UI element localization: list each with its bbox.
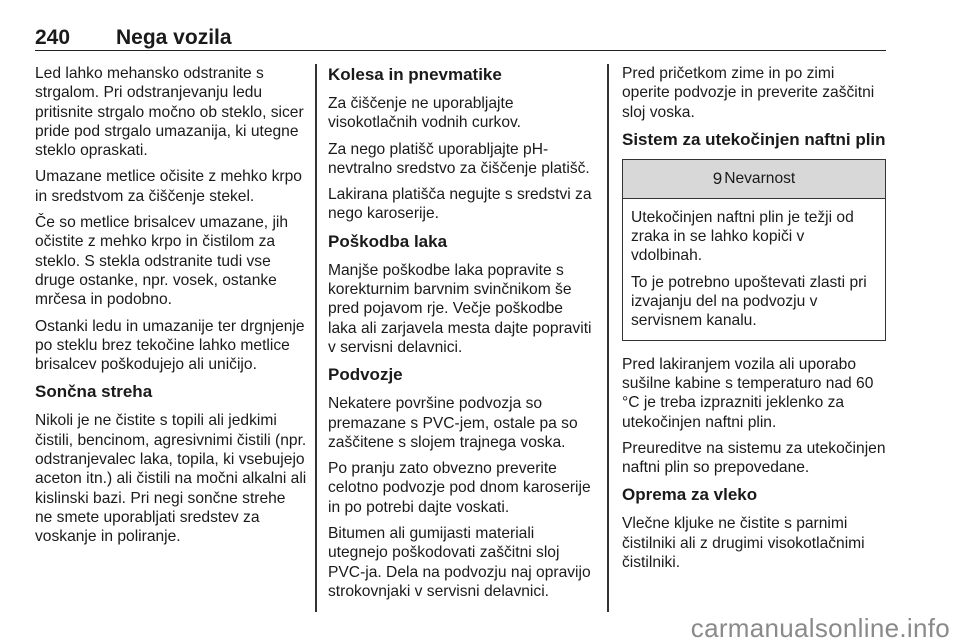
paragraph: Za nego platišč uporabljajte pH-nevtralno sredstvo za čiščenje platišč. <box>328 140 590 177</box>
warning-title: Nevarnost <box>724 170 796 188</box>
paragraph: Ostanki ledu in umazanije ter drgnjenje po steklu brez tekočine lahko metlice brisalcev poškodujejo ali uničijo. <box>35 317 305 374</box>
page-number: 240 <box>35 26 71 49</box>
paragraph: Pred pričetkom zime in po zimi operite podvozje in preverite zaščitni sloj voska. <box>622 65 875 121</box>
paragraph: Nekatere površine podvozja so premazane s PVC-jem, ostale pa so zaščitene s slojem trajnega voska. <box>328 395 578 451</box>
paragraph: Lakirana platišča negujte s sredstvi za nego karoserije. <box>328 186 592 223</box>
column-divider <box>607 64 609 612</box>
section-heading-sunroof: Sončna streha <box>35 382 153 402</box>
chapter-title: Nega vozila <box>116 26 232 49</box>
column-left <box>35 64 307 554</box>
paragraph: Po pranju zato obvezno preverite celotno podvozje pod dnom karoserije in po potrebi dajte voskati. <box>328 460 591 516</box>
paragraph: Če so metlice brisalcev umazane, jih očistite z mehko krpo in čistilom za steklo. S stekla odstranite tudi vse druge ostanke, npr. vosek, ostanke mrčesa in podobno. <box>35 214 289 309</box>
section-heading-wheels: Kolesa in pnevmatike <box>328 65 502 84</box>
paragraph: Led lahko mehansko odstranite s strgalom. Pri odstranjevanju ledu pritisnite strgalo močno ob steklo, sicer pride pod strgalo umazanija, ki utegne steklo opraskati. <box>35 65 304 160</box>
warning-triangle-icon: 9 <box>712 169 723 189</box>
danger-warning-box <box>622 159 886 341</box>
paragraph: Bitumen ali gumijasti materiali utegnejo poškodovati zaščitni sloj PVC-ja. Dela na podvozju naj opravijo strokovnjaki v servisni delavnici. <box>328 525 591 600</box>
section-heading-underbody: Podvozje <box>328 365 403 385</box>
column-middle <box>328 64 592 608</box>
column-right <box>622 64 886 579</box>
section-heading-towing-equipment: Oprema za vleko <box>622 485 758 505</box>
paragraph: Umazane metlice očisite z mehko krpo in sredstvom za čiščenje stekel. <box>35 168 302 205</box>
section-heading-lpg-system: Sistem za utekočinjen naftni plin <box>622 129 886 149</box>
paragraph: To je potrebno upoštevati zlasti pri izvajanju del na podvozju v servisnem kanalu. <box>631 273 867 330</box>
paragraph: Utekočinjen naftni plin je težji od zraka in se lahko kopiči v vdolbinah. <box>631 208 854 265</box>
warning-body <box>623 199 885 340</box>
paragraph: Pred lakiranjem vozila ali uporabo sušilne kabine s temperaturo nad 60 °C je treba izprazniti jeklenko za utekočinjen naftni plin. <box>622 355 874 431</box>
warning-header <box>623 160 885 199</box>
paragraph: Manjše poškodbe laka popravite s korekturnim barvnim svinčnikom še pred pojavom rje. Večje poškodbe laka ali zarjavela mesta dajte popraviti v servisni delavnici. <box>328 261 592 356</box>
paragraph: Nikoli je ne čistite s topili ali jedkimi čistili, bencinom, agresivnimi čistili (npr. odstranjevalec laka, topila, ki vsebujejo aceton itn.) ali čistili na močni alkalni ali kislinski bazi. Pri negi sončne strehe ne smete uporabljati sredstev za voskanje in poliranje. <box>35 412 307 546</box>
column-divider <box>315 64 317 612</box>
paragraph: Preureditve na sistemu za utekočinjen naftni plin so prepovedane. <box>622 439 886 477</box>
paragraph: Vlečne kljuke ne čistite s parnimi čistilniki ali z drugimi visokotlačnimi čistilniki. <box>622 515 865 572</box>
paragraph: Za čiščenje ne uporabljajte visokotlačnih vodnih curkov. <box>328 95 521 132</box>
section-heading-paint-damage: Poškodba laka <box>328 231 448 251</box>
page-header <box>35 26 886 51</box>
watermark: carmanualsonline.info <box>690 613 950 643</box>
